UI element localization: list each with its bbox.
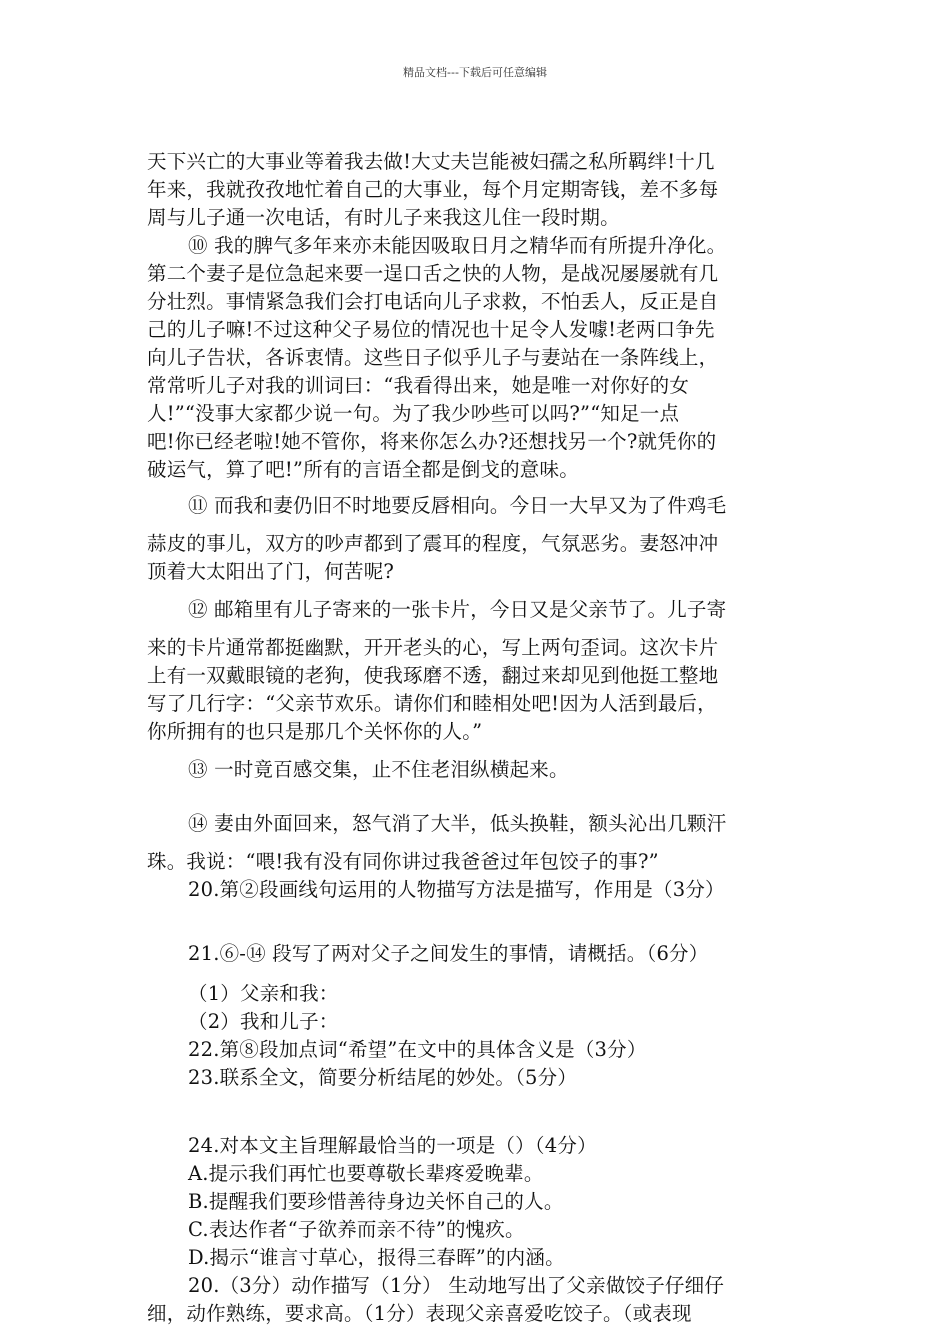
text-line: 向儿子告状，各诉衷情。这些日子似乎儿子与妻站在一条阵线上，: [147, 346, 719, 369]
text-line: 分壮烈。事情紧急我们会打电话向儿子求救，不怕丢人，反正是自: [147, 290, 719, 313]
text-line: 珠。我说：“喂!我有没有同你讲过我爸爸过年包饺子的事?”: [147, 850, 659, 873]
paragraph-14-start: ⑭ 妻由外面回来，怒气消了大半，低头换鞋，额头沁出几颗汗: [188, 812, 727, 835]
question-21: 21.⑥-⑭ 段写了两对父子之间发生的事情，请概括。（6分）: [188, 942, 709, 965]
answer-line-2: （2）我和儿子：: [188, 1010, 339, 1033]
text-line: 第二个妻子是位急起来要一逞口舌之快的人物，是战况屡屡就有几: [147, 262, 719, 285]
question-22: 22.第⑧段加点词“希望”在文中的具体含义是（3分）: [188, 1038, 647, 1061]
text-line: 吧!你已经老啦!她不管你，将来你怎么办?还想找另一个?就凭你的: [147, 430, 717, 453]
text-line: 你所拥有的也只是那几个关怀你的人。”: [147, 720, 483, 743]
paragraph-12-start: ⑫ 邮箱里有儿子寄来的一张卡片，今日又是父亲节了。儿子寄: [188, 598, 727, 621]
question-20: 20.第②段画线句运用的人物描写方法是描写，作用是（3分）: [188, 878, 725, 901]
option-c: C.表达作者“子欲养而亲不待”的愧疚。: [188, 1218, 525, 1241]
text-line: 周与儿子通一次电话，有时儿子来我这儿住一段时期。: [147, 206, 620, 229]
answer-20: 20.（3分）动作描写（1分） 生动地写出了父亲做饺子仔细仔: [188, 1274, 725, 1297]
option-d: D.揭示“谁言寸草心，报得三春晖”的内涵。: [188, 1246, 565, 1269]
paragraph-11-start: ⑪ 而我和妻仍旧不时地要反唇相向。今日一大早又为了件鸡毛: [188, 494, 727, 517]
text-line: 蒜皮的事儿，双方的吵声都到了震耳的程度，气氛恶劣。妻怒冲冲: [147, 532, 719, 555]
option-a: A.提示我们再忙也要尊敬长辈疼爱晚辈。: [188, 1162, 544, 1185]
text-line: 己的儿子嘛!不过这种父子易位的情况也十足令人发噱!老两口争先: [147, 318, 715, 341]
paragraph-13-start: ⑬ 一时竟百感交集，止不住老泪纵横起来。: [188, 758, 569, 781]
text-line: 上有一双戴眼镜的老狗，使我琢磨不透，翻过来却见到他挺工整地: [147, 664, 719, 687]
text-line: 顶着大太阳出了门，何苦呢?: [147, 560, 395, 583]
question-23: 23.联系全文，简要分析结尾的妙处。（5分）: [188, 1066, 578, 1089]
option-b: B.提醒我们要珍惜善待身边关怀自己的人。: [188, 1190, 564, 1213]
page-header: 精品文档---下载后可任意编辑: [403, 66, 547, 79]
paragraph-10-start: ⑩ 我的脾气多年来亦未能因吸取日月之精华而有所提升净化。: [188, 234, 727, 257]
text-line: 天下兴亡的大事业等着我去做!大丈夫岂能被妇孺之私所羁绊!十几: [147, 150, 715, 173]
text-line: 年来，我就孜孜地忙着自己的大事业，每个月定期寄钱，差不多每: [147, 178, 719, 201]
answer-line-1: （1）父亲和我：: [188, 982, 339, 1005]
text-line: 破运气，算了吧!”所有的言语全都是倒戈的意味。: [147, 458, 579, 481]
text-line: 人!”“没事大家都少说一句。为了我少吵些可以吗?”“知足一点: [147, 402, 680, 425]
text-line: 来的卡片通常都挺幽默，开开老头的心，写上两句歪词。这次卡片: [147, 636, 719, 659]
question-24: 24.对本文主旨理解最恰当的一项是（）（4分）: [188, 1134, 597, 1157]
text-line: 细，动作熟练，要求高。（1分）表现父亲喜爱吃饺子。（或表现: [147, 1302, 692, 1325]
text-line: 写了几行字：“父亲节欢乐。请你们和睦相处吧!因为人活到最后，: [147, 692, 717, 715]
text-line: 常常听儿子对我的训词曰：“我看得出来，她是唯一对你好的女: [147, 374, 690, 397]
